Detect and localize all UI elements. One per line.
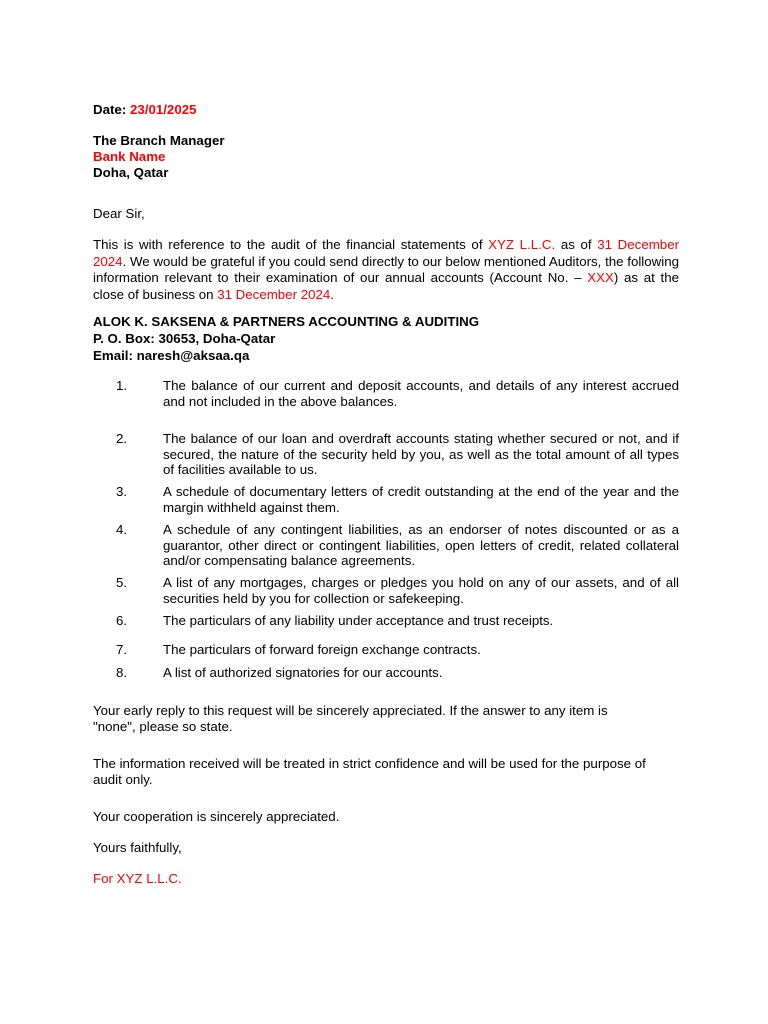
addressee-block xyxy=(93,133,679,181)
list-item xyxy=(93,613,679,629)
list-item-text: A list of authorized signatories for our accounts. xyxy=(163,665,443,680)
auditor-block xyxy=(93,313,679,364)
auditor-name: ALOK K. SAKSENA & PARTNERS ACCOUNTING & AUDITING xyxy=(93,314,480,329)
list-item xyxy=(93,665,679,681)
list-item-number: 4. xyxy=(116,522,128,537)
company-name: XYZ L.L.C. xyxy=(488,237,556,252)
list-item-text: A schedule of any contingent liabilities, as an endorser of notes discounted or as a guarantor, other direct or contingent liabilities, open letters of credit, related collateral and/or compensating balance agreements. xyxy=(163,522,679,568)
list-item xyxy=(93,378,679,409)
list-item-text: A schedule of documentary letters of credit outstanding at the end of the year and the margin withheld against them. xyxy=(163,484,679,515)
list-item-number: 8. xyxy=(116,665,128,680)
auditor-email: Email: naresh@aksaa.qa xyxy=(93,348,250,363)
closing-paragraph-2: The information received will be treated in strict confidence and will be used for the purpose of audit only. xyxy=(93,756,646,787)
signatory-company: For XYZ L.L.C. xyxy=(93,871,182,886)
addressee-city: Doha, Qatar xyxy=(93,165,169,180)
date-line xyxy=(93,102,679,118)
salutation: Dear Sir, xyxy=(93,206,145,221)
intro-text-3: . We would be grateful if you could send directly to our below mentioned Auditors, the following information relevant to their examination of our annual accounts (Account No. – xyxy=(93,253,679,286)
sign-off: Yours faithfully, xyxy=(93,840,182,855)
list-item-text: A list of any mortgages, charges or pledges you hold on any of our assets, and of all securities held by you for collection or safekeeping. xyxy=(163,575,679,606)
list-item xyxy=(93,575,679,606)
date-value: 23/01/2025 xyxy=(129,102,197,117)
intro-text-4: ) as at the close of business on xyxy=(93,270,679,303)
addressee-title: The Branch Manager xyxy=(93,133,225,148)
list-item-number: 5. xyxy=(116,575,128,590)
intro-paragraph xyxy=(93,237,679,304)
intro-text-1: This is with reference to the audit of the financial statements of xyxy=(93,237,483,252)
date-label: Date: xyxy=(93,102,127,117)
list-item-number: 3. xyxy=(116,484,128,499)
list-item-text: The balance of our current and deposit accounts, and details of any interest accrued and not included in the above balances. xyxy=(163,378,679,409)
bank-name: Bank Name xyxy=(93,149,166,164)
list-item xyxy=(93,522,679,569)
intro-text-5: . xyxy=(330,287,334,303)
list-item xyxy=(93,484,679,515)
period-end-date: 31 December 2024 xyxy=(93,237,680,269)
auditor-pobox: P. O. Box: 30653, Doha-Qatar xyxy=(93,331,276,346)
list-item-number: 1. xyxy=(116,378,128,393)
account-number: XXX xyxy=(587,270,614,286)
closing-paragraph-1: Your early reply to this request will be sincerely appreciated. If the answer to any item is "none", please so state. xyxy=(93,703,608,734)
close-date: 31 December 2024 xyxy=(217,287,331,303)
list-item xyxy=(93,642,679,658)
list-item-text: The particulars of forward foreign exchange contracts. xyxy=(163,642,481,657)
list-item-text: The particulars of any liability under acceptance and trust receipts. xyxy=(163,613,554,628)
list-item-text: The balance of our loan and overdraft accounts stating whether secured or not, and if secured, the nature of the security held by you, as well as the total amount of all types of facilities available to us. xyxy=(163,431,679,477)
list-item-number: 2. xyxy=(116,431,128,446)
list-item-number: 7. xyxy=(116,642,128,657)
intro-text-2: as of xyxy=(560,237,592,252)
closing-paragraph-3: Your cooperation is sincerely appreciated. xyxy=(93,809,340,824)
list-item-number: 6. xyxy=(116,613,128,628)
list-item xyxy=(93,431,679,478)
